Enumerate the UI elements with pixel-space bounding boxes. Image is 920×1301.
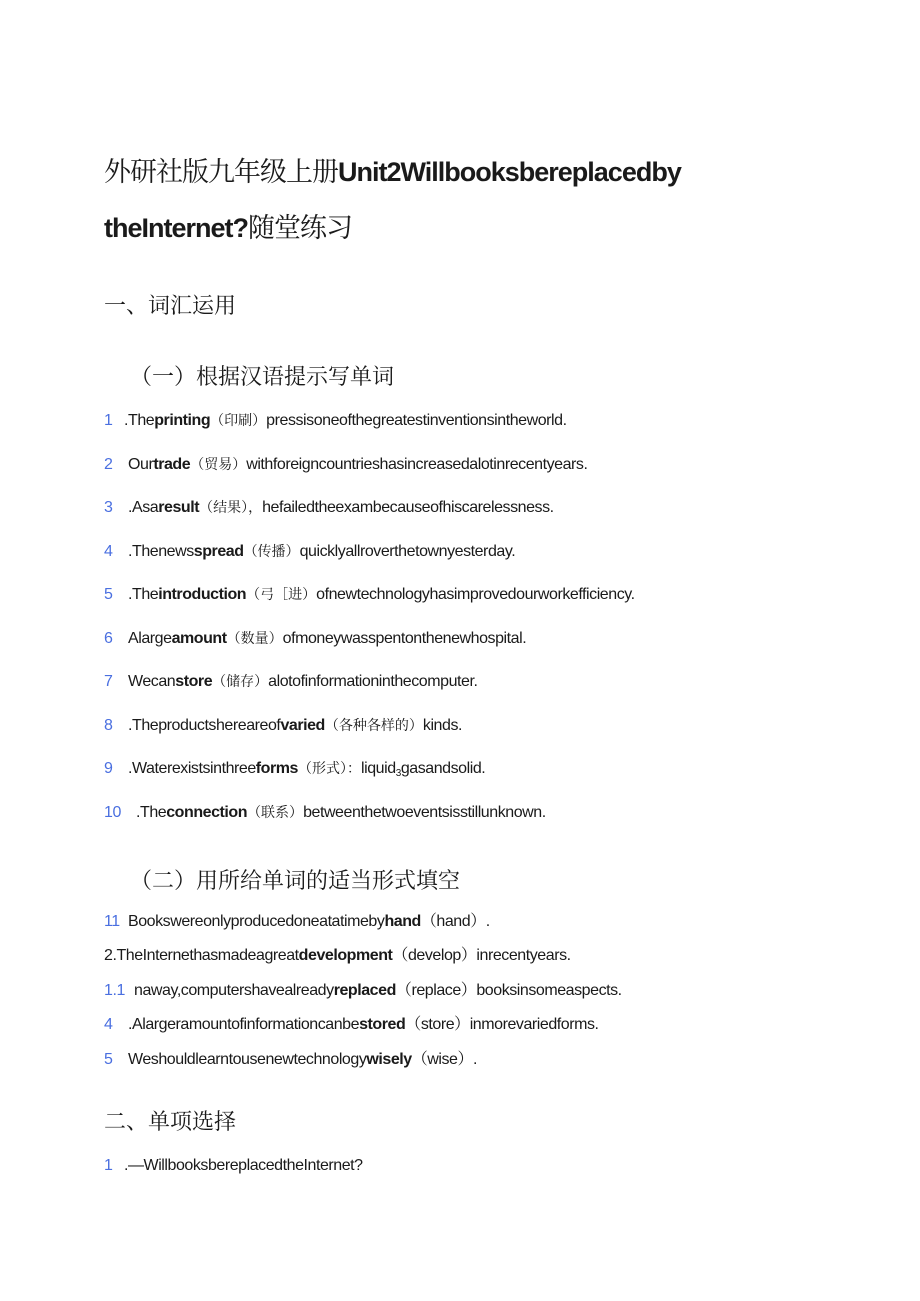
item-prefix: Alarge — [128, 630, 172, 647]
list-item — [104, 584, 635, 605]
item-rest: liquid — [361, 760, 396, 777]
item-prefix: .Theproductshereareof — [128, 717, 281, 734]
list-item — [104, 1015, 599, 1035]
item-number: 9 — [104, 760, 113, 777]
title-en-2: theInternet? — [104, 213, 249, 243]
item-prefix: Wecan — [128, 673, 176, 690]
item-rest: ofnewtechnologyhasimprovedourworkefficiency. — [316, 586, 635, 603]
item-number: 2. — [104, 947, 117, 964]
item-number: 1 — [104, 412, 113, 429]
list-item — [104, 671, 477, 692]
item-prefix: .The — [136, 804, 167, 821]
item-answer: store — [175, 673, 213, 690]
list-item — [104, 715, 462, 736]
item-subscript: 3 — [395, 768, 401, 779]
item-number: 4 — [104, 1016, 113, 1033]
list-item — [104, 454, 587, 475]
item-rest: inmorevariedforms. — [469, 1016, 599, 1033]
item-answer: connection — [166, 804, 248, 821]
item-prefix: .The — [124, 412, 155, 429]
item-hint: （联系） — [247, 804, 304, 820]
item-number: 7 — [104, 673, 113, 690]
item-hint: （replace） — [395, 982, 477, 999]
title-line-1 — [104, 150, 681, 189]
item-number: 1.1 — [104, 982, 125, 999]
item-hint: （wise） — [411, 1051, 474, 1068]
item-hint: （形式）： — [298, 760, 362, 776]
list-item — [104, 497, 554, 518]
item-prefix: .Thenews — [128, 543, 194, 560]
title-cn: 外研社版九年级上册 — [104, 157, 338, 187]
item-rest-2: gasandsolid. — [400, 760, 486, 777]
item-prefix: Weshouldlearntousenewtechnology — [128, 1051, 367, 1068]
item-answer: stored — [359, 1016, 406, 1033]
item-prefix: TheInternethasmadeagreat — [116, 947, 299, 964]
item-number: 2 — [104, 456, 113, 473]
title-cn-2: 随堂练习 — [248, 213, 353, 243]
item-answer: result — [158, 499, 200, 516]
list-item — [104, 912, 490, 932]
list-item — [104, 1050, 477, 1070]
item-rest: ofmoneywasspentonthenewhospital. — [282, 630, 527, 647]
list-item — [104, 1156, 363, 1176]
item-answer: spread — [193, 543, 244, 560]
item-number: 5 — [104, 1051, 113, 1068]
item-rest: hefailedtheexambecauseofhiscarelessness. — [262, 499, 554, 516]
item-prefix: naway,computershavealready — [134, 982, 334, 999]
item-number: 1 — [104, 1157, 113, 1174]
item-hint: （数量） — [226, 630, 283, 646]
list-item — [104, 541, 515, 562]
item-number: 8 — [104, 717, 113, 734]
subsection-heading-1: （一）根据汉语提示写单词 — [130, 364, 395, 389]
item-rest: withforeigncountrieshasincreasedalotinrecentyears. — [246, 456, 588, 473]
item-number: 3 — [104, 499, 113, 516]
title-en: Unit2Willbooksbereplacedby — [338, 157, 681, 187]
item-prefix: .Asa — [128, 499, 159, 516]
item-answer: hand — [384, 913, 421, 930]
item-answer: amount — [171, 630, 227, 647]
item-rest: betweenthetwoeventsisstillunknown. — [303, 804, 546, 821]
item-answer: introduction — [158, 586, 247, 603]
item-number: 5 — [104, 586, 113, 603]
list-item — [104, 410, 567, 431]
item-number: 11 — [104, 913, 120, 930]
item-rest: . — [473, 1051, 478, 1068]
item-hint: （弓［进） — [246, 586, 317, 602]
section-heading-vocabulary: 一、词汇运用 — [104, 293, 237, 318]
item-rest: quicklyallroverthetownyesterday. — [299, 543, 516, 560]
item-rest: booksinsomeaspects. — [476, 982, 622, 999]
subsection-heading-2: （二）用所给单词的适当形式填空 — [130, 868, 461, 893]
item-number: 10 — [104, 804, 121, 821]
item-prefix: .The — [128, 586, 159, 603]
item-hint: （储存） — [212, 673, 269, 689]
section-heading-multiple-choice: 二、单项选择 — [104, 1109, 237, 1134]
question-text: .—WillbooksbereplacedtheInternet? — [124, 1157, 363, 1174]
item-rest: alotofinformationinthecomputer. — [268, 673, 478, 690]
item-answer: replaced — [333, 982, 396, 999]
item-hint: （develop） — [392, 947, 477, 964]
list-item — [104, 802, 546, 823]
item-prefix: .Waterexistsinthree — [128, 760, 256, 777]
item-answer: trade — [153, 456, 191, 473]
item-hint: （hand） — [420, 913, 486, 930]
item-number: 4 — [104, 543, 113, 560]
item-number: 6 — [104, 630, 113, 647]
item-answer: printing — [154, 412, 211, 429]
item-rest: pressisoneofthegreatestinventionsintheworld. — [266, 412, 567, 429]
title-line-2 — [104, 206, 352, 245]
item-answer: forms — [255, 760, 299, 777]
item-hint: （store） — [405, 1016, 470, 1033]
item-answer: development — [298, 947, 393, 964]
item-hint: （结果）， — [199, 499, 263, 515]
item-hint: （贸易） — [190, 456, 247, 472]
item-prefix: .Alargeramountofinformationcanbe — [128, 1016, 360, 1033]
list-item — [104, 981, 622, 1001]
item-answer: varied — [280, 717, 325, 734]
item-rest: inrecentyears. — [476, 947, 571, 964]
list-item — [104, 758, 485, 784]
item-hint: （传播） — [243, 543, 300, 559]
item-hint: （各种各样的） — [324, 717, 423, 733]
list-item — [104, 946, 571, 966]
item-rest: kinds. — [422, 717, 462, 734]
item-hint: （印刷） — [210, 412, 267, 428]
item-prefix: Bookswereonlyproducedoneatatimeby — [128, 913, 385, 930]
item-rest: . — [485, 913, 490, 930]
item-prefix: Our — [128, 456, 154, 473]
list-item — [104, 628, 526, 649]
item-answer: wisely — [366, 1051, 412, 1068]
